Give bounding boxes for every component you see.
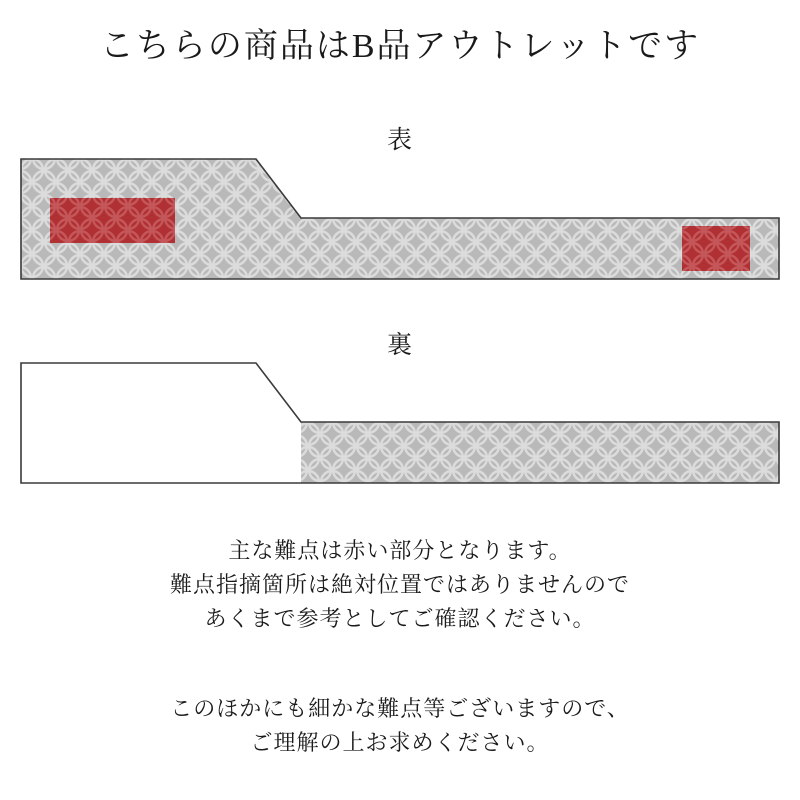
back-side-label: 裏 <box>386 332 413 359</box>
note-line: ご理解の上お求めください。 <box>250 730 550 755</box>
defect-notes-primary <box>0 534 800 636</box>
front-side-diagram <box>20 158 780 280</box>
note-line: あくまで参考としてご確認ください。 <box>204 606 596 631</box>
back-side-diagram <box>20 362 780 484</box>
note-line: 主な難点は赤い部分となります。 <box>228 538 572 563</box>
defect-notes-secondary <box>0 692 800 760</box>
note-line: 難点指摘箇所は絶対位置ではありませんので <box>169 572 630 597</box>
note-line: このほかにも細かな難点等ございますので、 <box>170 696 630 721</box>
front-side-label: 表 <box>386 127 413 154</box>
page-title: こちらの商品はB品アウトレットです <box>99 28 701 65</box>
